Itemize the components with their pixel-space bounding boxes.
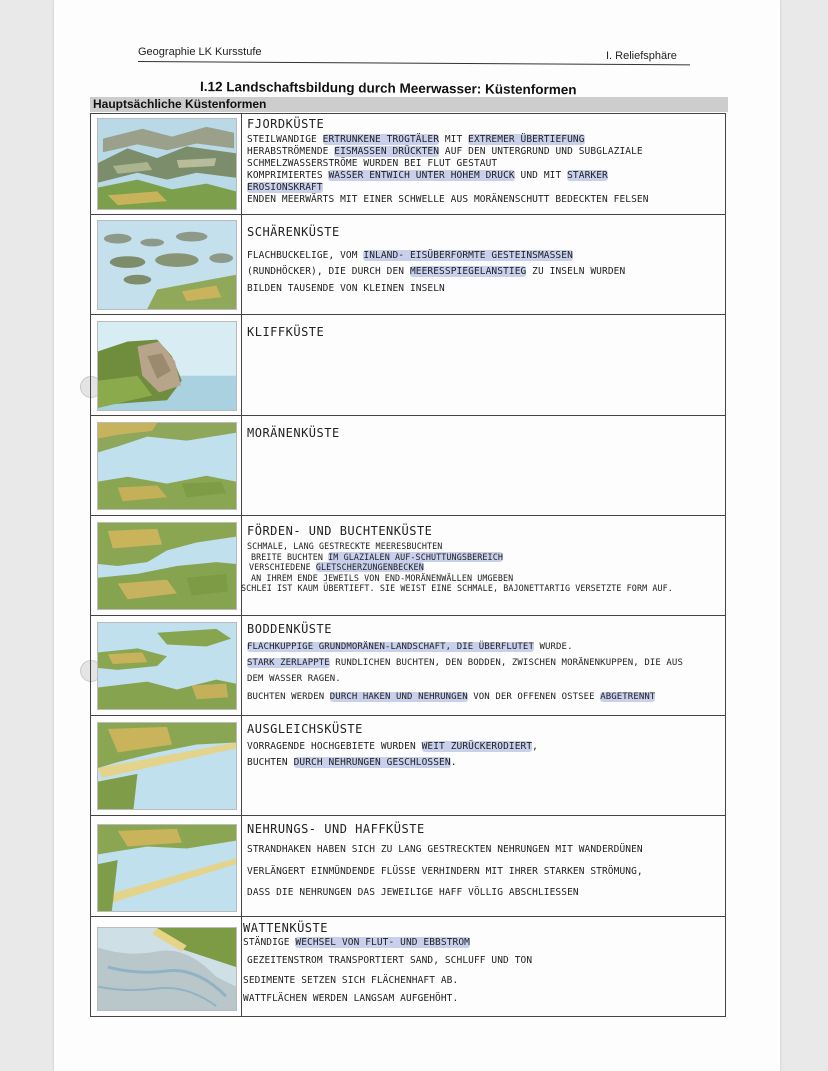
coast-type-heading: BODDENKÜSTE [247,622,332,636]
unit-label: I. Reliefsphäre [606,50,677,62]
coast-type-heading: FÖRDEN- UND BUCHTENKÜSTE [247,524,433,538]
description-line: VORRAGENDE HOCHGEBIETE WURDEN WEIT ZURÜCKERODIERT, [247,741,538,752]
coast-forms-table [90,113,726,1017]
table-row [91,315,725,416]
skerry-islands-illustration [97,220,237,310]
column-divider [241,215,242,314]
spit-lagoon-illustration [97,824,237,912]
column-divider [241,416,242,515]
description-line: BILDEN TAUSENDE VON KLEINEN INSELN [247,283,445,294]
description-line: DEM WASSER RAGEN. [247,674,341,684]
description-line: STEILWANDIGE ERTRUNKENE TROGTÄLER MIT EXTREMER ÜBERTIEFUNG [247,134,585,145]
column-divider [241,917,242,1017]
coast-type-heading: FJORDKÜSTE [247,117,325,131]
description-line: AN IHREM ENDE JEWEILS VON END-MORÄNENWÄLLEN UMGEBEN [251,572,514,583]
table-row [91,516,725,616]
coast-type-heading: WATTENKÜSTE [243,921,328,935]
description-line: DASS DIE NEHRUNGEN DAS JEWEILIGE HAFF VÖLLIG ABSCHLIESSEN [247,887,579,898]
wadden-flats-illustration [97,927,237,1011]
description-line: EROSIONSKRAFT [247,182,323,193]
description-line: STRANDHAKEN HABEN SICH ZU LANG GESTRECKTEN NEHRUNGEN MIT WANDERDÜNEN [247,844,643,855]
column-divider [241,816,242,916]
table-row [91,215,725,315]
table-row [91,416,725,516]
description-line: BREITE BUCHTEN IM GLAZIALEN AUF-SCHUTTUNGSBEREICH [251,551,503,562]
table-row [91,616,725,716]
description-line: SCHLEI IST KAUM ÜBERTIEFT. SIE WEIST EINE SCHMALE, BAJONETTARTIG VERSETZTE FORM AUF. [241,583,673,593]
description-line: GEZEITENSTROM TRANSPORTIERT SAND, SCHLUFF UND TON [247,955,533,966]
description-line: WATTFLÄCHEN WERDEN LANGSAM AUFGEHÖHT. [243,993,459,1004]
table-row [91,816,725,917]
description-line: ENDEN MEERWÄRTS MIT EINER SCHWELLE AUS MORÄNENSCHUTT BEDECKTEN FELSEN [247,194,649,205]
description-line: FLACHBUCKELIGE, VOM INLAND- EISÜBERFORMTE GESTEINSMASSEN [247,250,573,261]
course-label: Geographie LK Kursstufe [138,46,262,58]
table-row [91,114,725,215]
description-line: VERLÄNGERT EINMÜNDENDE FLÜSSE VERHINDERN MIT IHRER STARKEN STRÖMUNG, [247,866,643,877]
table-row [91,917,725,1017]
column-divider [241,315,242,415]
page-title: I.12 Landschaftsbildung durch Meerwasser: Küstenformen [199,79,577,98]
coast-type-heading: SCHÄRENKÜSTE [247,225,340,239]
column-divider [241,716,242,815]
description-line: STÄNDIGE WECHSEL VON FLUT- UND EBBSTROM [243,937,470,948]
coast-type-heading: AUSGLEICHSKÜSTE [247,722,363,736]
description-line: SCHMALE, LANG GESTRECKTE MEERESBUCHTEN [247,541,443,551]
compensation-coast-illustration [97,722,237,810]
description-line: SCHMELZWASSERSTRÖME WURDEN BEI FLUT GESTAUT [247,158,498,169]
column-divider [241,616,242,715]
moraine-coast-illustration [97,422,237,510]
table-row [91,716,725,816]
bodden-coast-illustration [97,622,237,710]
section-heading: Hauptsächliche Küstenformen [90,97,728,112]
description-line: HERABSTRÖMENDE EISMASSEN DRÜCKTEN AUF DEN UNTERGRUND UND SUBGLAZIALE [247,146,643,157]
description-line: VERSCHIEDENE GLETSCHERZUNGENBECKEN [249,562,424,572]
foerde-bay-illustration [97,522,237,610]
description-line: STARK ZERLAPPTE RUNDLICHEN BUCHTEN, DEN BODDEN, ZWISCHEN MORÄNENKUPPEN, DIE AUS [247,658,683,668]
description-line: BUCHTEN WERDEN DURCH HAKEN UND NEHRUNGEN VON DER OFFENEN OSTSEE ABGETRENNT [247,692,656,702]
fjord-landscape-illustration [97,118,237,210]
description-line: KOMPRIMIERTES WASSER ENTWICH UNTER HOHEM DRUCK UND MIT STARKER [247,170,608,181]
coast-type-heading: KLIFFKÜSTE [247,325,325,339]
description-line: FLACHKUPPIGE GRUNDMORÄNEN-LANDSCHAFT, DIE ÜBERFLUTET WURDE. [247,642,573,652]
cliff-coast-illustration [97,321,237,411]
description-line: (RUNDHÖCKER), DIE DURCH DEN MEERESSPIEGELANSTIEG ZU INSELN WURDEN [247,266,626,277]
description-line: SEDIMENTE SETZEN SICH FLÄCHENHAFT AB. [243,975,459,986]
column-divider [241,114,242,214]
description-line: BUCHTEN DURCH NEHRUNGEN GESCHLOSSEN. [247,757,457,768]
coast-type-heading: MORÄNENKÜSTE [247,426,340,440]
coast-type-heading: NEHRUNGS- UND HAFFKÜSTE [247,822,425,836]
